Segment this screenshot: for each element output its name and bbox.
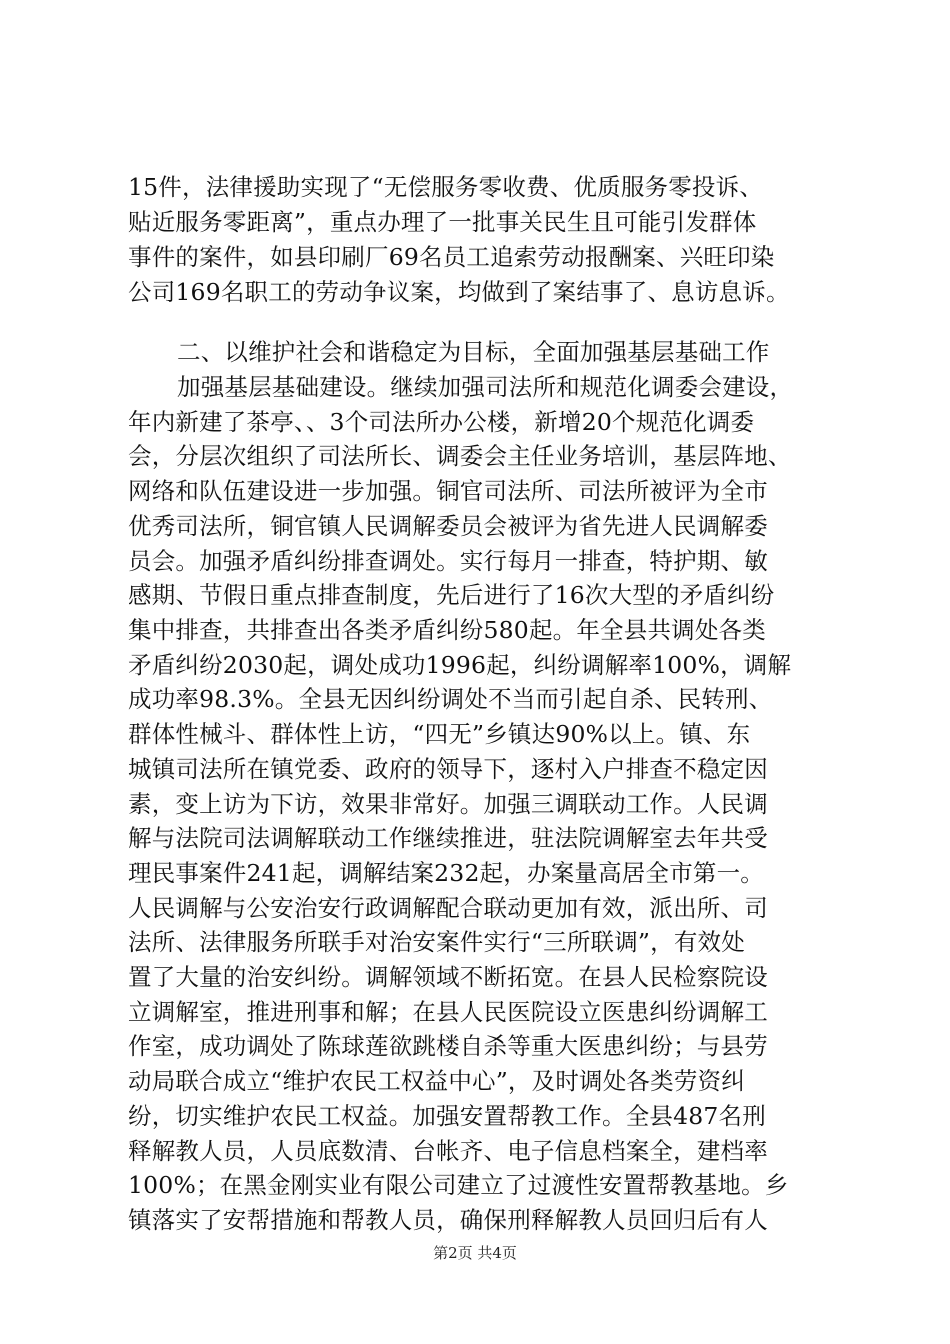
paragraph-line: 会，分层次组织了司法所长、调委会主任业务培训，基层阵地、 [128,442,792,471]
paragraph-line: 作室，成功调处了陈球莲欲跳楼自杀等重大医患纠纷；与县劳 [128,1032,768,1061]
paragraph-line: 纷，切实维护农民工权益。加强安置帮教工作。全县487名刑 [128,1101,766,1130]
paragraph-line: 群体性械斗、群体性上访，“四无”乡镇达90%以上。镇、东 [128,720,751,749]
paragraph-line: 法所、法律服务所联手对治安案件实行“三所联调”，有效处 [128,928,745,957]
section-heading: 二、以维护社会和谐稳定为目标，全面加强基层基础工作 [177,338,770,366]
paragraph-line: 成功率98.3%。全县无因纠纷调处不当而引起自杀、民转刑、 [128,685,773,714]
paragraph-line: 年内新建了茶亭、、3个司法所办公楼，新增20个规范化调委 [128,407,755,436]
paragraph-line: 释解教人员，人员底数清、台帐齐、电子信息档案全，建档率 [128,1136,768,1165]
paragraph-line: 素，变上访为下访，效果非常好。加强三调联动工作。人民调 [128,789,768,818]
paragraph-line: 镇落实了安帮措施和帮教人员，确保刑释解教人员回归后有人 [128,1206,768,1234]
paragraph-line: 动局联合成立“维护农民工权益中心”，及时调处各类劳资纠 [128,1067,745,1096]
paragraph-line: 网络和队伍建设进一步加强。铜官司法所、司法所被评为全市 [128,477,768,506]
paragraph-line: 集中排查，共排查出各类矛盾纠纷580起。年全县共调处各类 [128,615,766,644]
paragraph-line: 立调解室，推进刑事和解；在县人民医院设立医患纠纷调解工 [128,997,768,1026]
paragraph-line: 解与法院司法调解联动工作继续推进，驻法院调解室去年共受 [128,824,768,853]
paragraph-line: 感期、节假日重点排查制度，先后进行了16次大型的矛盾纠纷 [128,581,775,610]
page-footer: 第2页 共4页 [433,1244,517,1262]
paragraph-line: 贴近服务零距离”，重点办理了一批事关民生且可能引发群体 [128,208,757,236]
paragraph-line: 加强基层基础建设。继续加强司法所和规范化调委会建设， [177,373,794,401]
paragraph-line: 事件的案件，如县印刷厂69名员工追索劳动报酬案、兴旺印染 [128,243,775,271]
paragraph-line: 人民调解与公安治安行政调解配合联动更加有效，派出所、司 [128,893,768,922]
paragraph-line: 100%；在黑金刚实业有限公司建立了过渡性安置帮教基地。乡 [128,1171,789,1200]
paragraph-line: 优秀司法所，铜官镇人民调解委员会被评为省先进人民调解委 [128,511,768,540]
paragraph-line: 15件，法律援助实现了“无偿服务零收费、优质服务零投诉、 [128,173,764,201]
paragraph-line: 城镇司法所在镇党委、政府的领导下，逐村入户排查不稳定因 [128,754,768,783]
paragraph-line: 置了大量的治安纠纷。调解领域不断拓宽。在县人民检察院设 [128,963,768,992]
paragraph-line: 矛盾纠纷2030起，调处成功1996起，纠纷调解率100%，调解 [128,650,792,679]
paragraph-line: 员会。加强矛盾纠纷排查调处。实行每月一排查，特护期、敏 [128,546,768,575]
paragraph-line: 公司169名职工的劳动争议案，均做到了案结事了、息访息诉。 [128,278,790,306]
paragraph-line: 理民事案件241起，调解结案232起，办案量高居全市第一。 [128,858,765,887]
